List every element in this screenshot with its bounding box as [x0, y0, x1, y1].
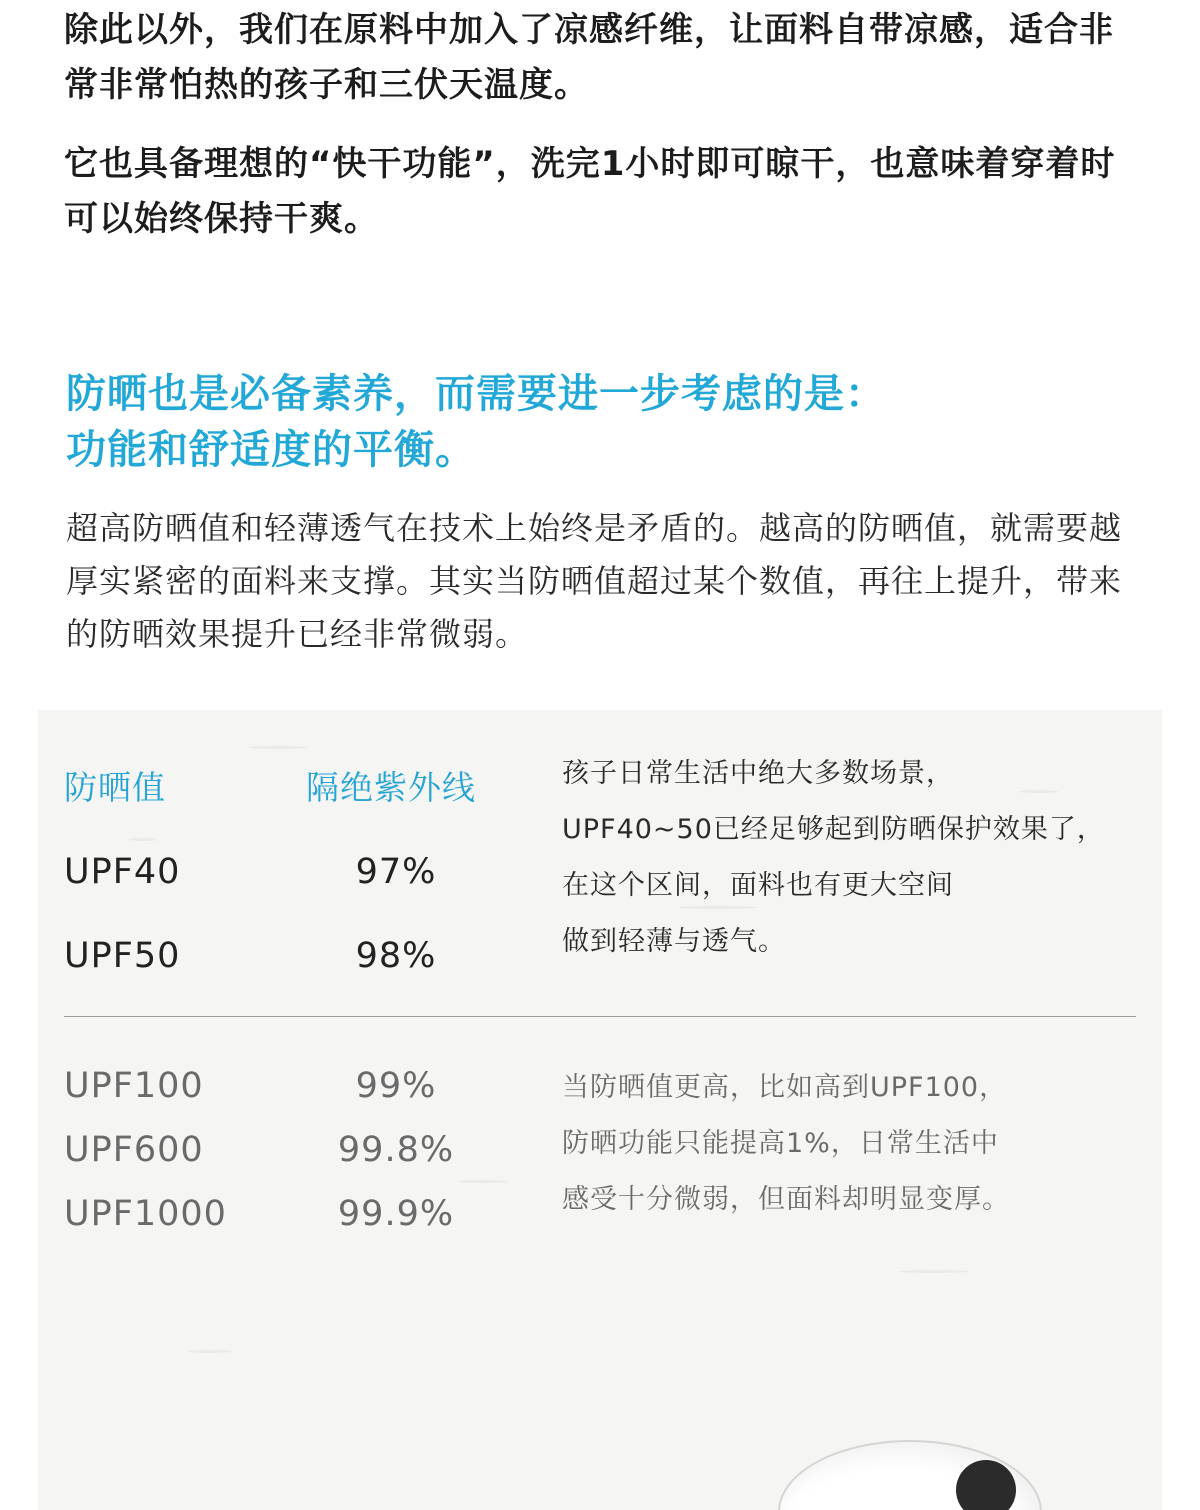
- note-line: 防晒功能只能提高1%，日常生活中: [562, 1128, 999, 1159]
- note-line: 当防晒值更高，比如高到UPF100，: [562, 1072, 1008, 1103]
- note-line: UPF40~50已经足够起到防晒保护效果了，: [562, 814, 1105, 845]
- uv-percent-cell: 97%: [355, 852, 437, 892]
- upf-value-cell: UPF100: [64, 1066, 204, 1106]
- table-divider: [64, 1016, 1136, 1017]
- upf-value-cell: UPF40: [64, 852, 181, 892]
- paper-texture-fleck: [128, 838, 158, 841]
- note-line: 孩子日常生活中绝大多数场景，: [562, 758, 954, 789]
- paper-texture-fleck: [188, 1350, 232, 1353]
- column-header-upf: 防晒值: [64, 768, 166, 807]
- upf-comparison-panel: [38, 710, 1162, 1510]
- note-line: 在这个区间，面料也有更大空间: [562, 870, 954, 901]
- uv-percent-cell: 99.8%: [337, 1130, 455, 1170]
- paper-texture-fleck: [458, 1180, 508, 1183]
- intro-paragraph-cooling: 除此以外，我们在原料中加入了凉感纤维，让面料自带凉感，适合非常非常怕热的孩子和三伏天温度。: [64, 10, 1114, 105]
- headline-line-1: 防晒也是必备素养，而需要进一步考虑的是：: [66, 371, 886, 417]
- paper-texture-fleck: [898, 1270, 968, 1273]
- upf-value-cell: UPF600: [64, 1130, 204, 1170]
- note-line: 感受十分微弱，但面料却明显变厚。: [562, 1184, 1010, 1215]
- section-headline: [66, 366, 1146, 478]
- uv-percent-cell: 99.9%: [337, 1194, 455, 1234]
- uv-percent-cell: 99%: [355, 1066, 437, 1106]
- note-moderate-upf: [562, 746, 1142, 970]
- body-paragraph: 超高防晒值和轻薄透气在技术上始终是矛盾的。越高的防晒值，就需要越厚实紧密的面料来支撑。其实当防晒值超过某个数值，再往上提升，带来的防晒效果提升已经非常微弱。: [66, 509, 1123, 653]
- uv-percent-cell: 98%: [355, 936, 437, 976]
- upf-value-cell: UPF50: [64, 936, 181, 976]
- column-header-uv-blocking: 隔绝紫外线: [306, 768, 476, 807]
- paper-texture-fleck: [248, 746, 308, 749]
- note-high-upf: [562, 1060, 1142, 1228]
- headline-line-2: 功能和舒适度的平衡。: [66, 427, 476, 473]
- upf-value-cell: UPF1000: [64, 1194, 227, 1234]
- note-line: 做到轻薄与透气。: [562, 926, 786, 957]
- intro-paragraph-quick-dry: 它也具备理想的“快干功能”，洗完1小时即可晾干，也意味着穿着时可以始终保持干爽。: [64, 144, 1116, 239]
